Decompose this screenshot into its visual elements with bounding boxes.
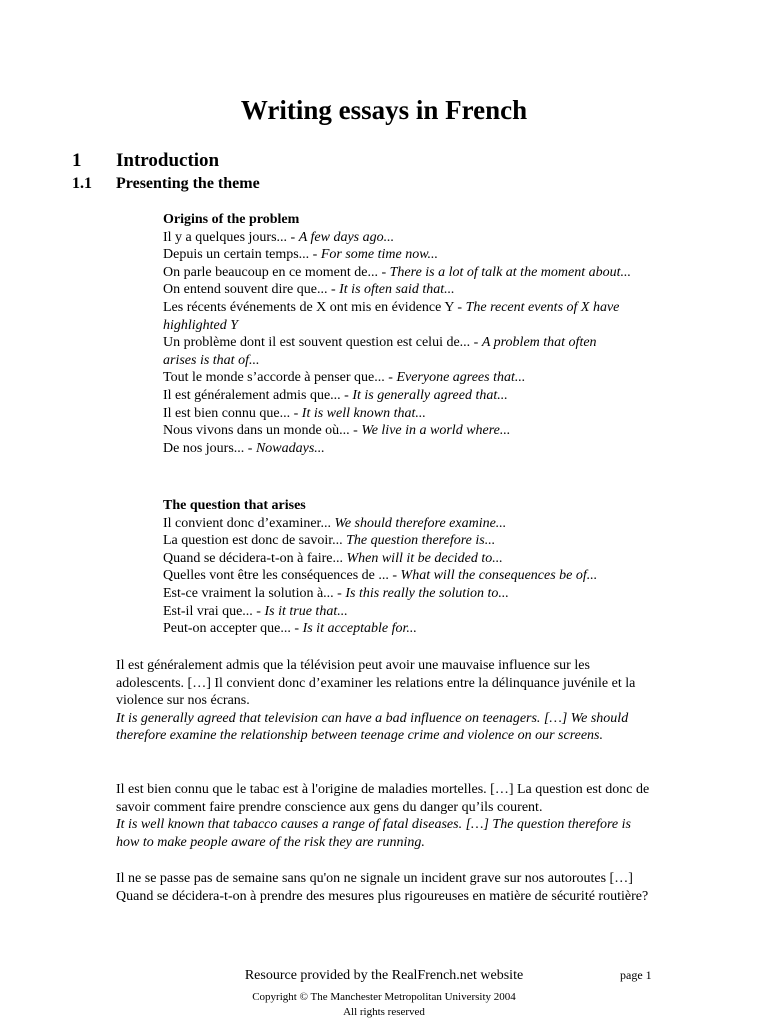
origins-heading: Origins of the problem: [163, 212, 300, 227]
phrase-line: [163, 567, 663, 585]
phrase-fr: Il est généralement admis que... -: [163, 387, 353, 403]
phrase-line: [163, 405, 663, 423]
question-block: [163, 497, 663, 638]
phrase-en: We should therefore examine...: [334, 515, 507, 531]
phrase-line: [163, 515, 663, 533]
phrase-line: [163, 585, 663, 603]
phrase-fr: Quand se décidera-t-on à faire...: [163, 550, 347, 566]
example-english: It is well known that tabacco causes a range of fatal diseases. […] The question therefore is how to make people aware of the risk they are running.: [116, 817, 631, 850]
phrase-fr: Il y a quelques jours... -: [163, 229, 299, 245]
phrase-en: Is it acceptable for...: [302, 621, 417, 637]
phrase-fr: La question est donc de savoir...: [163, 533, 347, 549]
phrase-fr: Depuis un certain temps... -: [163, 247, 321, 263]
question-heading: The question that arises: [163, 498, 306, 513]
phrase-en: For some time now...: [320, 247, 439, 263]
section-number: 1: [72, 150, 82, 171]
phrase-fr: Un problème dont il est souvent question est celui de... -: [163, 335, 482, 351]
phrase-line: [163, 229, 663, 247]
section-title: Introduction: [116, 150, 220, 171]
footer-copyright: Copyright © The Manchester Metropolitan University 2004: [252, 991, 516, 1003]
phrase-en: It is generally agreed that...: [352, 387, 508, 403]
phrase-line: [163, 422, 663, 440]
section-heading-introduction: [72, 149, 219, 173]
footer-rights: All rights reserved: [343, 1006, 425, 1018]
document-title: Writing essays in French: [240, 95, 528, 125]
phrase-en: It is well known that...: [301, 405, 426, 421]
phrase-en: A few days ago...: [298, 229, 395, 245]
phrase-line: [163, 550, 663, 568]
phrase-line: [163, 440, 663, 458]
phrase-fr: Il convient donc d’examiner...: [163, 515, 335, 531]
phrase-fr: Est-ce vraiment la solution à... -: [163, 585, 346, 601]
phrase-line: [163, 299, 633, 334]
phrase-fr: Peut-on accepter que... -: [163, 621, 303, 637]
phrase-fr: Nous vivons dans un monde où... -: [163, 423, 362, 439]
example-paragraph: [116, 870, 656, 905]
subsection-number: 1.1: [72, 175, 92, 192]
example-french: Il ne se passe pas de semaine sans qu'on ne signale un incident grave sur nos autoroutes […]: [116, 871, 633, 886]
phrase-line: [163, 264, 633, 282]
subsection-heading-presenting-theme: [72, 174, 260, 194]
phrase-en: It is often said that...: [339, 282, 455, 298]
phrase-fr: Quelles vont être les conséquences de ... -: [163, 568, 401, 584]
phrase-fr: Les récents événements de X ont mis en évidence Y -: [163, 299, 466, 315]
phrase-fr: Est-il vrai que... -: [163, 603, 265, 619]
phrase-en: Is this really the solution to...: [345, 585, 509, 601]
phrase-line: [163, 620, 663, 638]
phrase-en: The question therefore is...: [346, 533, 496, 549]
phrase-line: [163, 246, 663, 264]
origins-block: [163, 211, 663, 457]
example-paragraph: [116, 657, 656, 745]
phrase-en: Everyone agrees that...: [396, 370, 526, 386]
phrase-en: There is a lot of talk at the moment about...: [389, 264, 631, 280]
phrase-en: When will it be decided to...: [346, 550, 503, 566]
phrase-en: Is it true that...: [264, 603, 348, 619]
phrase-fr: On parle beaucoup en ce moment de... -: [163, 264, 390, 280]
phrase-fr: On entend souvent dire que... -: [163, 282, 340, 298]
phrase-line: [163, 603, 663, 621]
phrase-fr: Tout le monde s’accorde à penser que... -: [163, 370, 397, 386]
phrase-en: Nowadays...: [255, 440, 325, 456]
example-question: Quand se décidera-t-on à prendre des mesures plus rigoureuses en matière de sécurité routière?: [116, 888, 649, 904]
phrase-line: [163, 387, 663, 405]
phrase-en: The recent events of X have highlighted Y: [163, 299, 620, 333]
phrase-line: [163, 334, 633, 369]
page-number: page 1: [620, 968, 652, 982]
example-french: Il est généralement admis que la télévision peut avoir une mauvaise influence sur les adolescents. […] Il convient donc d’examiner les relations entre la délinquance juvénile et la violence sur nos écrans.: [116, 658, 636, 709]
phrase-en: What will the consequences be of...: [400, 568, 598, 584]
phrase-line: [163, 281, 663, 299]
phrase-fr: Il est bien connu que... -: [163, 405, 302, 421]
subsection-title: Presenting the theme: [116, 175, 260, 192]
phrase-line: [163, 369, 663, 387]
example-paragraph: [116, 781, 656, 851]
phrase-en: A problem that often arises is that of...: [163, 335, 597, 368]
footer-resource: Resource provided by the RealFrench.net website: [244, 968, 524, 983]
example-french: Il est bien connu que le tabac est à l'origine de maladies mortelles. […] La question est donc de savoir comment faire prendre conscience aux gens du danger qu’ils courent.: [116, 782, 650, 815]
phrase-en: We live in a world where...: [361, 423, 511, 439]
phrase-line: [163, 532, 663, 550]
example-english: It is generally agreed that television can have a bad influence on teenagers. […] We should therefore examine the relationship between teenage crime and violence on our screens.: [116, 710, 629, 744]
phrase-fr: De nos jours... -: [163, 440, 256, 456]
